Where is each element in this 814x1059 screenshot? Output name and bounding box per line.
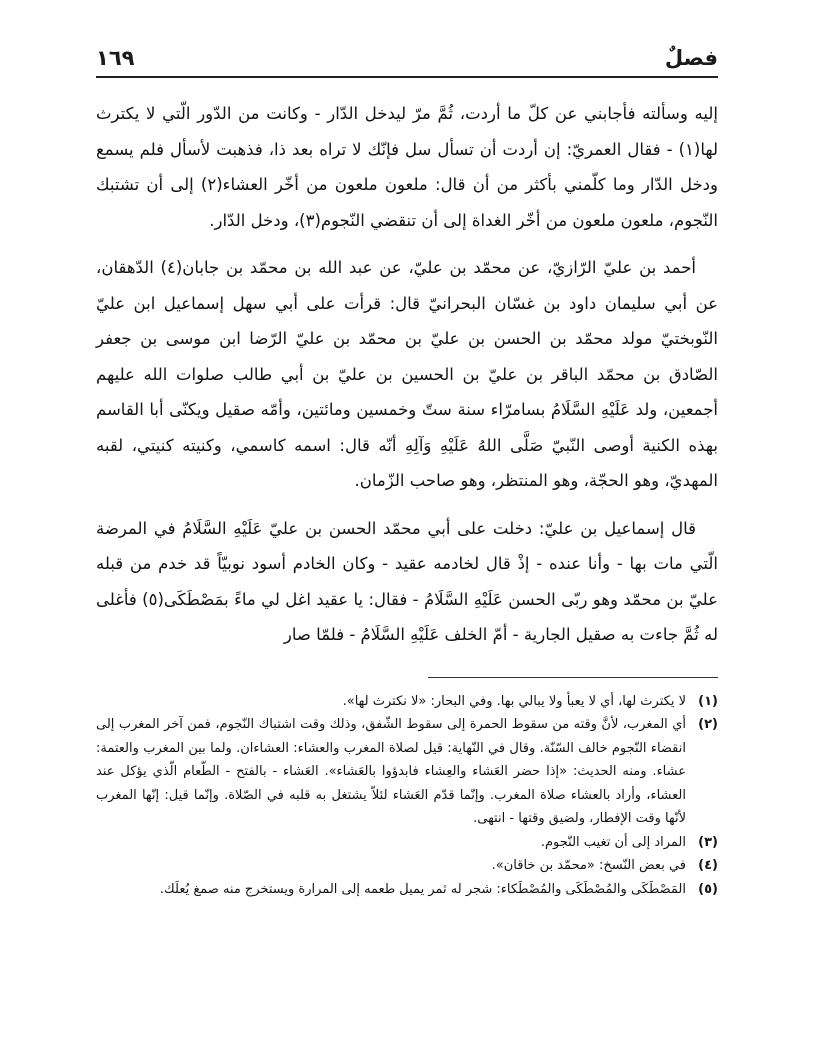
footnote-separator (428, 677, 718, 678)
page-number: ١٦٩ (96, 46, 135, 70)
paragraph-2: أحمد بن عليّ الرّازيّ، عن محمّد بن عليّ، عن عبد الله بن محمّد بن جابان(٤) الدّهقان، عن أبي سليمان داود بن غسّان البحرانيّ قال: قرأت على أبي سهل إسماعيل ابن عليّ النّوبختيّ مولد محمّد بن الحسن بن عليّ بن محمّد بن عليّ الرّضا ابن موسى بن جعفر الصّادق بن محمّد الباقر بن عليّ بن الحسين بن عليّ بن أبي طالب صلوات الله عليهم أجمعين، ولد عَلَيْهِ السَّلَامُ بسامرّاء سنة ستّ وخمسين ومائتين، وأمّه صقيل ويكنّى أبا القاسم بهذه الكنية أوصى النّبيّ صَلَّى اللهُ عَلَيْهِ وَآلِهِ أنّه قال: اسمه كاسمي، وكنيته كنيتي، لقبه المهديّ، وهو الحجّة، وهو المنتظر، وهو صاحب الزّمان. (96, 258, 718, 490)
footnote-2 (96, 713, 718, 831)
footnote-text: أي المغرب، لأنَّ وقته من سقوط الحمرة إلى سقوط الشّفق، وذلك وقت اشتباك النّجوم، فمن آخر المغرب إلى انقضاء النّجوم خالف السّنّة. وقال في النّهاية: قيل لصلاة المغرب والعشاء: العشاءان. ولما بين المغرب والعتمة: عشاء. ومنه الحديث: «إذا حضر العَشاء والعِشاء فابدؤوا بالعَشاء». العَشاء - بالفتح - الطّعام الّذي يؤكل عند العشاء، وأراد بالعشاء صلاة المغرب. وإنّما قدّم العَشاء لئلاّ يشتغل به قلبه في الصّلاة. وإنّما قيل: إنّها المغرب لأنّها وقت الإفطار، ولضيق وقتها - انتهى. (96, 717, 686, 826)
paragraph-1: إليه وسألته فأجابني عن كلّ ما أردت، ثُمَّ مرّ ليدخل الدّار - وكانت من الدّور الّتي لا يكترث لها(١) - فقال العمريّ: إن أردت أن تسأل سل فإنّك لا تراه بعد ذا، فذهبت لأسأل فلم يسمع ودخل الدّار وما كلّمني بأكثر من أن قال: ملعون ملعون من أخّر العشاء(٢) إلى أن تشتبك النّجوم، ملعون ملعون من أخّر الغداة إلى أن تنقضي النّجوم(٣)، ودخل الدّار. (96, 104, 718, 230)
main-text (96, 96, 718, 653)
footnote-4 (96, 854, 718, 878)
chapter-title: فصلٌ (664, 46, 718, 70)
footnote-text: المَصْطَكَى والمُصْطَكَى والمُصْطَكاء: شجر له ثمر يميل طعمه إلى المرارة ويستخرج منه صمغ يُعلَك. (159, 881, 686, 897)
footnote-5 (96, 878, 718, 902)
book-page (96, 42, 718, 901)
footnote-mark: (٤) (698, 858, 718, 873)
footnote-text: في بعض النّسخ: «محمّد بن خاقان». (491, 858, 686, 873)
footnote-1 (96, 690, 718, 714)
header-rule (96, 76, 718, 78)
paragraph-3: قال إسماعيل بن عليّ: دخلت على أبي محمّد الحسن بن عليّ عَلَيْهِ السَّلَامُ في المرضة الّتي مات بها - وأنا عنده - إذْ قال لخادمه عقيد - وكان الخادم أسود نوبيّاً قد خدم من قبله عليّ بن محمّد وهو ربّى الحسن عَلَيْهِ السَّلَامُ - فقال: يا عقيد اغل لي ماءً بمَصْطَكَى(٥) فأغلى له ثُمَّ جاءت به صقيل الجارية - أمّ الخلف عَلَيْهِ السَّلَامُ - فلمّا صار (96, 518, 718, 644)
footnote-mark: (٣) (698, 834, 718, 850)
page-header (96, 42, 718, 80)
footnote-mark: (٥) (698, 881, 718, 897)
footnote-text: لا يكترث لها، أي لا يعبأ ولا يبالي بها. وفي البحار: «لا نكترث لها». (342, 693, 686, 709)
footnotes (96, 690, 718, 902)
footnote-3 (96, 831, 718, 855)
footnote-mark: (١) (698, 693, 718, 709)
footnote-mark: (٢) (698, 717, 718, 732)
footnote-text: المراد إلى أن تغيب النّجوم. (540, 834, 686, 850)
